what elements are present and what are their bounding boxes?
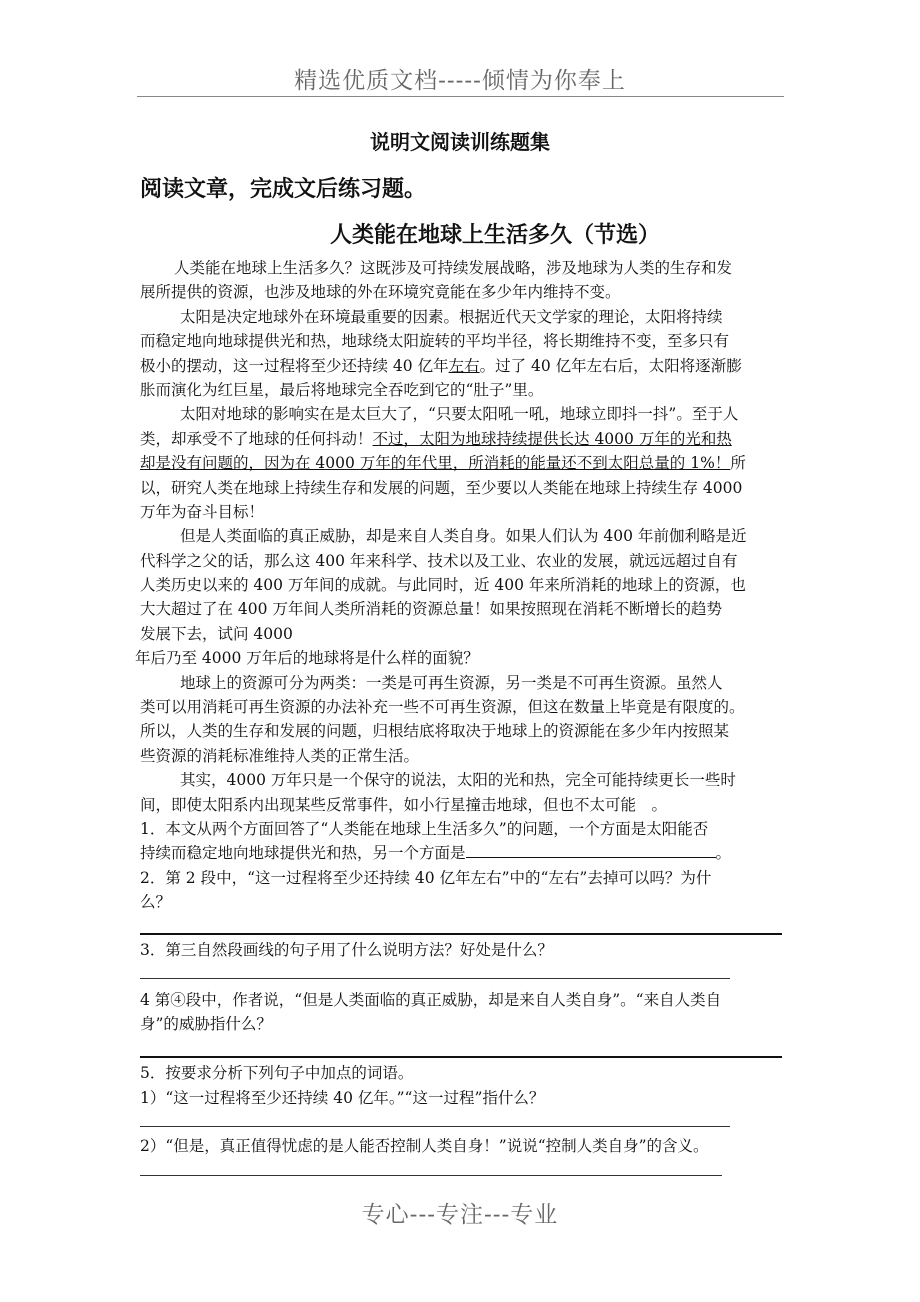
text-line: 万年为奋斗目标！ [140,502,265,521]
text-segment: 。 [715,844,732,863]
text-line: 其实，4000 万年只是一个保守的说法，太阳的光和热，完全可能持续更长一些时 [180,771,736,790]
text-line: 些资源的消耗标准维持人类的正常生活。 [140,746,420,765]
answer-line[interactable] [140,1175,722,1176]
answer-line[interactable] [140,933,782,935]
text-line: 大大超过了在 400 万年间人类所消耗的资源总量！如果按照现在消耗不断增长的趋势 [140,600,722,619]
text-line: 发展下去，试问 4000 [140,624,293,643]
underlined-sentence: 却是没有问题的，因为在 4000 万年的年代里，所消耗的能量还不到太阳总量的 1%！ [140,454,731,473]
answer-line[interactable] [140,978,730,979]
question-5: 5．按要求分析下列句子中加点的词语。 [140,1064,414,1082]
text-segment: 所 [730,454,746,473]
answer-blank[interactable] [466,843,716,858]
page-footer: 专心---专注---专业 [361,1202,559,1228]
text-line: 类可以用消耗可再生资源的办法补充一些不可再生资源，但这在数量上毕竟是有限度的。 [140,698,745,717]
text-segment: 极小的摆动，这一过程将至少还持续 40 亿年 [140,356,449,375]
answer-line[interactable] [140,1126,730,1127]
question-2-continued: 么？ [140,893,172,912]
text-line: 太阳对地球的影响实在是太巨大了，“只要太阳吼一吼，地球立即抖一抖”。至于人 [180,405,739,424]
text-line: 年后乃至 4000 万年后的地球将是什么样的面貌？ [135,649,479,668]
text-line: 而稳定地向地球提供光和热，地球绕太阳旋转的平均半径，将长期维持不变，至多只有 [140,332,730,351]
document-title: 说明文阅读训练题集 [370,130,550,154]
text-line [140,354,780,378]
text-line: 所以，人类的生存和发展的问题，归根结底将取决于地球上的资源能在多少年内按照某 [140,722,730,741]
question-1: 1．本文从两个方面回答了“人类能在地球上生活多久”的问题，一个方面是太阳能否 [140,819,709,838]
text-line: 胀而演化为红巨星，最后将地球完全吞吃到它的“肚子”里。 [140,380,544,399]
underlined-text: 左右 [448,356,480,375]
underlined-sentence: 不过，太阳为地球持续提供长达 4000 万年的光和热 [372,429,732,448]
question-5-2: 2）“但是，真正值得忧虑的是人能否控制人类自身！”说说“控制人类自身”的含义。 [140,1137,709,1155]
text-line [140,427,780,451]
text-line: 太阳是决定地球外在环境最重要的因素。根据近代天文学家的理论，太阳将持续 [180,307,723,326]
article-body [135,256,780,915]
text-segment: 。过了 40 亿年左右后，太阳将逐渐膨 [479,356,742,375]
question-1-continued [140,841,780,865]
text-line: 但是人类面临的真正威胁，却是来自人类自身。如果人们认为 400 年前伽利略是近 [180,527,747,546]
text-line [140,451,780,475]
answer-line[interactable] [140,1056,782,1058]
question-2: 2．第 2 段中，“这一过程将至少还持续 40 亿年左右”中的“左右”去掉可以吗？为什 [140,868,712,887]
question-4: 4 第④段中，作者说，“但是人类面临的真正威胁，却是来自人类自身”。“来自人类自 [140,991,722,1009]
header-rule [137,96,784,97]
instruction: 阅读文章，完成文后练习题。 [140,176,427,202]
text-line: 间，即使太阳系内出现某些反常事件，如小行星撞击地球，但也不太可能 。 [140,795,668,814]
text-line: 以，研究人类在地球上持续生存和发展的问题，至少要以人类能在地球上持续生存 4000 [140,478,743,497]
question-4-continued: 身”的威胁指什么？ [140,1015,272,1033]
text-segment: 持续而稳定地向地球提供光和热，另一个方面是 [140,844,466,863]
text-line: 展所提供的资源，也涉及地球的外在环境究竟能在多少年内维持不变。 [140,283,621,302]
text-line: 地球上的资源可分为两类：一类是可再生资源，另一类是不可再生资源。虽然人 [180,673,723,692]
question-5-1: 1）“这一过程将至少还持续 40 亿年。”“这一过程”指什么？ [140,1089,545,1107]
question-3: 3．第三自然段画线的句子用了什么说明方法？好处是什么？ [140,941,553,959]
text-line: 代科学之父的话，那么这 400 年来科学、技术以及工业、农业的发展，就远远超过自有 [140,551,738,570]
page-header: 精选优质文档-----倾情为你奉上 [294,68,626,94]
article-title: 人类能在地球上生活多久（节选） [329,222,660,248]
text-line: 人类能在地球上生活多久？这既涉及可持续发展战略，涉及地球为人类的生存和发 [174,259,733,277]
text-segment: 类，却承受不了地球的任何抖动！ [140,429,373,448]
text-line: 人类历史以来的 400 万年间的成就。与此同时，近 400 年来所消耗的地球上的资源，也 [140,576,746,595]
